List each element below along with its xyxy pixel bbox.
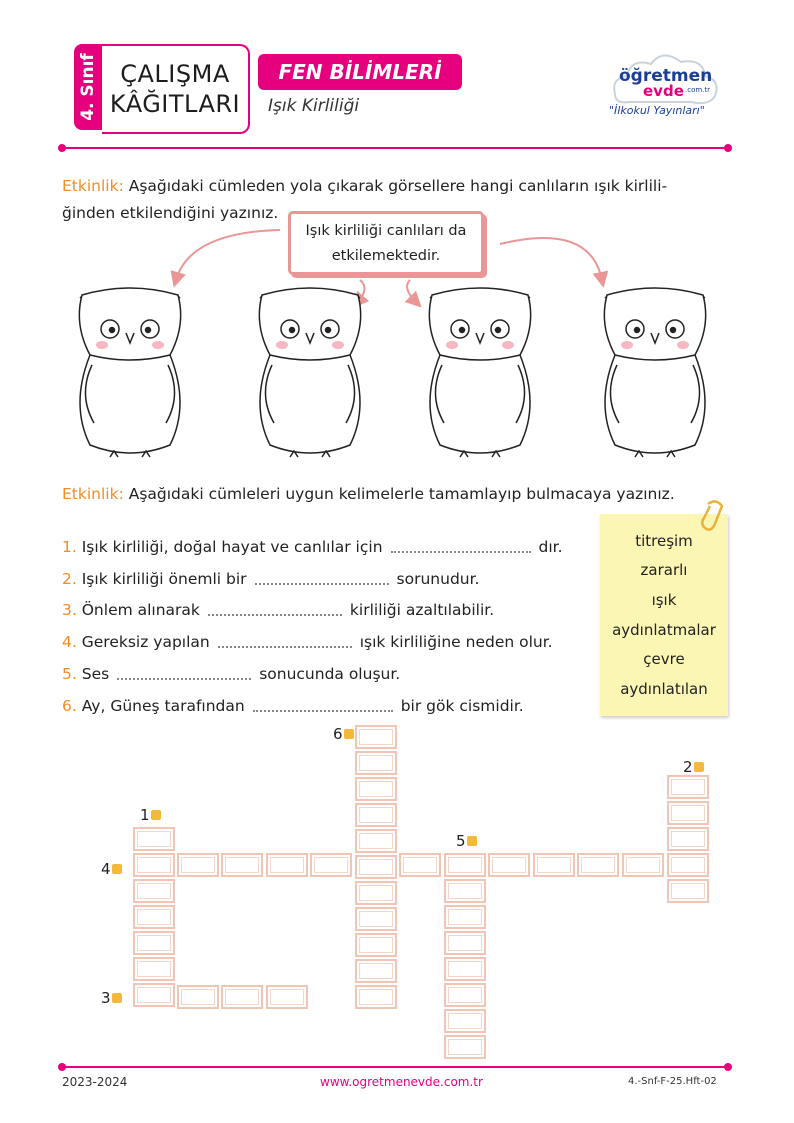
crossword-cell[interactable] xyxy=(444,879,486,903)
crossword-cell[interactable] xyxy=(133,853,175,877)
activity-2-text: Aşağıdaki cümleleri uygun kelimelerle tamamlayıp bulmacaya yazınız. xyxy=(123,485,675,503)
question-5 xyxy=(62,665,400,683)
answer-blank[interactable] xyxy=(208,606,342,616)
question-2 xyxy=(62,570,480,588)
speech-box xyxy=(288,211,484,275)
crossword-cell[interactable] xyxy=(355,855,397,879)
title-line-2: KÂĞITLARI xyxy=(109,90,241,118)
footer-divider xyxy=(62,1066,728,1068)
arrow-left xyxy=(176,230,280,280)
owl-illustration xyxy=(595,285,715,465)
word-bank-item: zararlı xyxy=(640,561,688,580)
crossword-cell[interactable] xyxy=(355,959,397,983)
footer-website-link[interactable]: www.ogretmenevde.com.tr xyxy=(320,1075,483,1089)
worksheet-title xyxy=(102,44,250,134)
crossword-cell[interactable] xyxy=(133,827,175,851)
clue-number-1 xyxy=(140,806,161,824)
footer-code: 4.-Snf-F-25.Hft-02 xyxy=(628,1076,717,1087)
crossword-cell[interactable] xyxy=(533,853,575,877)
question-3 xyxy=(62,601,494,619)
crossword-cell[interactable] xyxy=(310,853,352,877)
down-arrow-icon xyxy=(151,810,161,820)
subject-badge: FEN BİLİMLERİ xyxy=(258,54,462,90)
logo-tagline: "İlkokul Yayınları" xyxy=(609,104,705,117)
crossword-cell[interactable] xyxy=(444,957,486,981)
clue-number-label: 5 xyxy=(456,832,466,850)
question-text: Ay, Güneş tarafından xyxy=(81,697,245,715)
crossword-cell[interactable] xyxy=(355,777,397,801)
question-6 xyxy=(62,697,524,715)
crossword-cell[interactable] xyxy=(355,803,397,827)
crossword-cell[interactable] xyxy=(444,1035,486,1059)
question-text: Önlem alınarak xyxy=(81,601,200,619)
right-arrow-icon xyxy=(112,864,122,874)
grade-label: 4. Sınıf xyxy=(78,53,99,121)
answer-blank[interactable] xyxy=(253,702,393,712)
crossword-cell[interactable] xyxy=(133,983,175,1007)
question-text: Işık kirliliği önemli bir xyxy=(81,570,247,588)
down-arrow-icon xyxy=(344,729,354,739)
crossword-cell[interactable] xyxy=(577,853,619,877)
question-text: Gereksiz yapılan xyxy=(81,633,210,651)
question-text-end: ışık kirliliğine neden olur. xyxy=(359,633,553,651)
activity-label: Etkinlik: xyxy=(62,485,124,503)
question-number: 5. xyxy=(62,665,77,683)
clue-number-4 xyxy=(101,860,122,878)
activity-1-text-line-1: Aşağıdaki cümleden yola çıkarak görsellere hangi canlıların ışık kirlili- xyxy=(123,177,668,195)
clue-number-label: 1 xyxy=(140,806,150,824)
crossword-cell[interactable] xyxy=(355,725,397,749)
activity-label: Etkinlik: xyxy=(62,177,124,195)
crossword-cell[interactable] xyxy=(221,985,263,1009)
question-number: 6. xyxy=(62,697,77,715)
crossword-cell[interactable] xyxy=(355,985,397,1009)
crossword-cell[interactable] xyxy=(355,933,397,957)
title-line-1: ÇALIŞMA xyxy=(120,60,230,88)
question-number: 2. xyxy=(62,570,77,588)
word-bank-item: aydınlatmalar xyxy=(612,620,716,639)
activity-1-text-line-2: ğinden etkilendiğini yazınız. xyxy=(62,204,279,222)
footer-year: 2023-2024 xyxy=(62,1075,128,1089)
question-text: Işık kirliliği, doğal hayat ve canlılar için xyxy=(81,538,383,556)
question-number: 3. xyxy=(62,601,77,619)
clue-number-label: 2 xyxy=(683,758,693,776)
crossword-cell[interactable] xyxy=(177,853,219,877)
logo-text: öğretmen xyxy=(619,66,713,86)
answer-blank[interactable] xyxy=(391,543,531,553)
clue-number-label: 3 xyxy=(101,989,111,1007)
answer-blank[interactable] xyxy=(218,638,352,648)
grade-tab xyxy=(74,44,102,130)
question-text-end: kirliliği azaltılabilir. xyxy=(349,601,495,619)
right-arrow-icon xyxy=(112,993,122,1003)
crossword-cell[interactable] xyxy=(266,853,308,877)
crossword-cell[interactable] xyxy=(355,881,397,905)
question-4 xyxy=(62,633,553,651)
crossword-cell[interactable] xyxy=(221,853,263,877)
crossword-cell[interactable] xyxy=(133,905,175,929)
crossword-cell[interactable] xyxy=(133,957,175,981)
crossword-cell[interactable] xyxy=(667,853,709,877)
crossword-cell[interactable] xyxy=(133,879,175,903)
clue-number-2 xyxy=(683,758,704,776)
question-text: Ses xyxy=(81,665,110,683)
crossword-cell[interactable] xyxy=(444,853,486,877)
paperclip-icon xyxy=(700,500,726,532)
word-bank-note xyxy=(600,514,728,716)
clue-number-6 xyxy=(333,725,354,743)
crossword-cell[interactable] xyxy=(622,853,664,877)
question-text-end: sorunudur. xyxy=(396,570,480,588)
publisher-logo xyxy=(605,44,725,124)
question-number: 4. xyxy=(62,633,77,651)
crossword-cell[interactable] xyxy=(444,1009,486,1033)
crossword-cell[interactable] xyxy=(667,879,709,903)
clue-number-label: 4 xyxy=(101,860,111,878)
crossword-cell[interactable] xyxy=(177,985,219,1009)
crossword-cell[interactable] xyxy=(133,931,175,955)
question-text-end: bir gök cismidir. xyxy=(400,697,524,715)
question-text-end: sonucunda oluşur. xyxy=(259,665,401,683)
crossword-cell[interactable] xyxy=(444,905,486,929)
down-arrow-icon xyxy=(467,836,477,846)
crossword-cell[interactable] xyxy=(444,983,486,1007)
question-text-end: dır. xyxy=(538,538,563,556)
activity-2-instruction xyxy=(62,481,722,508)
crossword-cell[interactable] xyxy=(355,829,397,853)
crossword-cell[interactable] xyxy=(266,985,308,1009)
answer-blank[interactable] xyxy=(117,670,251,680)
clue-number-label: 6 xyxy=(333,725,343,743)
owl-illustration xyxy=(420,285,540,465)
down-arrow-icon xyxy=(694,762,704,772)
logo-text-2: evde xyxy=(643,82,684,100)
word-bank-item: aydınlatılan xyxy=(620,680,708,699)
crossword-cell[interactable] xyxy=(355,907,397,931)
speech-line-1: Işık kirliliği canlıları da xyxy=(305,223,467,239)
answer-blank[interactable] xyxy=(255,575,389,585)
question-number: 1. xyxy=(62,538,77,556)
arrow-mid-right xyxy=(407,280,416,302)
question-1 xyxy=(62,538,563,556)
crossword-cell[interactable] xyxy=(399,853,441,877)
speech-line-2: etkilemektedir. xyxy=(331,248,441,264)
crossword-cell[interactable] xyxy=(667,801,709,825)
owl-illustration xyxy=(70,285,190,465)
crossword-cell[interactable] xyxy=(355,751,397,775)
clue-number-3 xyxy=(101,989,122,1007)
word-bank-item: ışık xyxy=(651,591,677,610)
crossword-cell[interactable] xyxy=(667,775,709,799)
word-bank-item: çevre xyxy=(643,650,685,669)
topic-title: Işık Kirliliği xyxy=(268,96,360,116)
crossword-cell[interactable] xyxy=(667,827,709,851)
crossword-cell[interactable] xyxy=(444,931,486,955)
word-bank-item: titreşim xyxy=(635,531,693,550)
clue-number-5 xyxy=(456,832,477,850)
header-divider xyxy=(62,147,728,149)
logo-domain: .com.tr xyxy=(685,86,711,94)
crossword-cell[interactable] xyxy=(488,853,530,877)
owl-illustration xyxy=(250,285,370,465)
arrow-right xyxy=(500,238,602,280)
